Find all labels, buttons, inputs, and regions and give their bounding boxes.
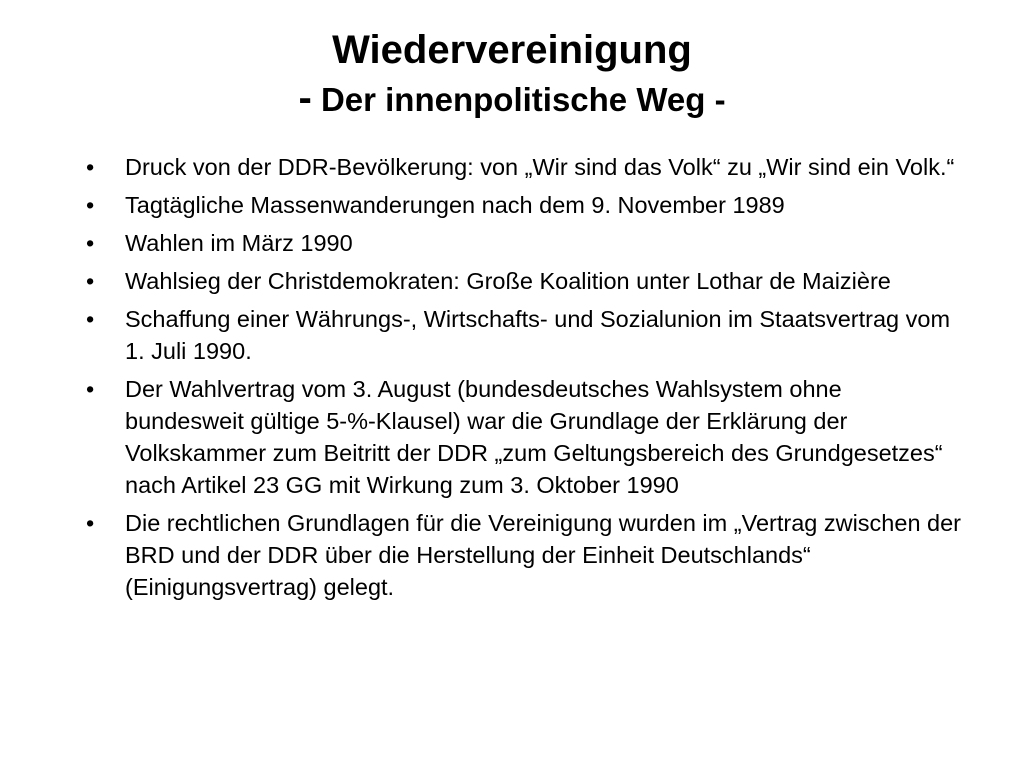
- bullet-item: [86, 373, 966, 501]
- bullet-item: [86, 265, 966, 297]
- bullet-marker: •: [86, 230, 95, 256]
- bullet-marker: •: [86, 376, 95, 402]
- bullet-list: [86, 151, 966, 609]
- bullet-text: Wahlsieg der Christdemokraten: Große Koalition unter Lothar de Maizière: [125, 268, 891, 294]
- bullet-text: Die rechtlichen Grundlagen für die Vereinigung wurden im „Vertrag zwischen der BRD und der DDR über die Herstellung der Einheit Deutschlands“ (Einigungsvertrag) gelegt.: [125, 510, 962, 600]
- bullet-text: Der Wahlvertrag vom 3. August (bundesdeutsches Wahlsystem ohne bundesweit gültige 5-%-Klausel) war die Grundlage der Erklärung der Volkskammer zum Beitritt der DDR „zum Geltungsbereich des Grundgesetzes“ nach Artikel 23 GG mit Wirkung zum 3. Oktober 1990: [125, 376, 943, 498]
- slide-subtitle-line: [0, 76, 1024, 122]
- bullet-marker: •: [86, 268, 95, 294]
- bullet-item: [86, 507, 966, 603]
- subtitle-dash-right: -: [714, 81, 726, 118]
- bullet-item: [86, 227, 966, 259]
- slide-subtitle: Der innenpolitische Weg: [320, 81, 706, 118]
- bullet-marker: •: [86, 306, 95, 332]
- bullet-marker: •: [86, 192, 95, 218]
- title-block: [0, 24, 1024, 122]
- bullet-item: [86, 303, 966, 367]
- bullet-text: Tagtägliche Massenwanderungen nach dem 9. November 1989: [125, 192, 785, 218]
- subtitle-dash-left: -: [298, 76, 312, 120]
- bullet-text: Wahlen im März 1990: [125, 230, 353, 256]
- bullet-item: [86, 189, 966, 221]
- bullet-marker: •: [86, 510, 95, 536]
- bullet-text: Schaffung einer Währungs-, Wirtschafts- und Sozialunion im Staatsvertrag vom 1. Juli 1990.: [125, 306, 951, 364]
- bullet-marker: •: [86, 154, 95, 180]
- bullet-item: [86, 151, 966, 183]
- slide-title: Wiedervereinigung: [332, 28, 692, 72]
- bullet-text: Druck von der DDR-Bevölkerung: von „Wir sind das Volk“ zu „Wir sind ein Volk.“: [125, 154, 955, 180]
